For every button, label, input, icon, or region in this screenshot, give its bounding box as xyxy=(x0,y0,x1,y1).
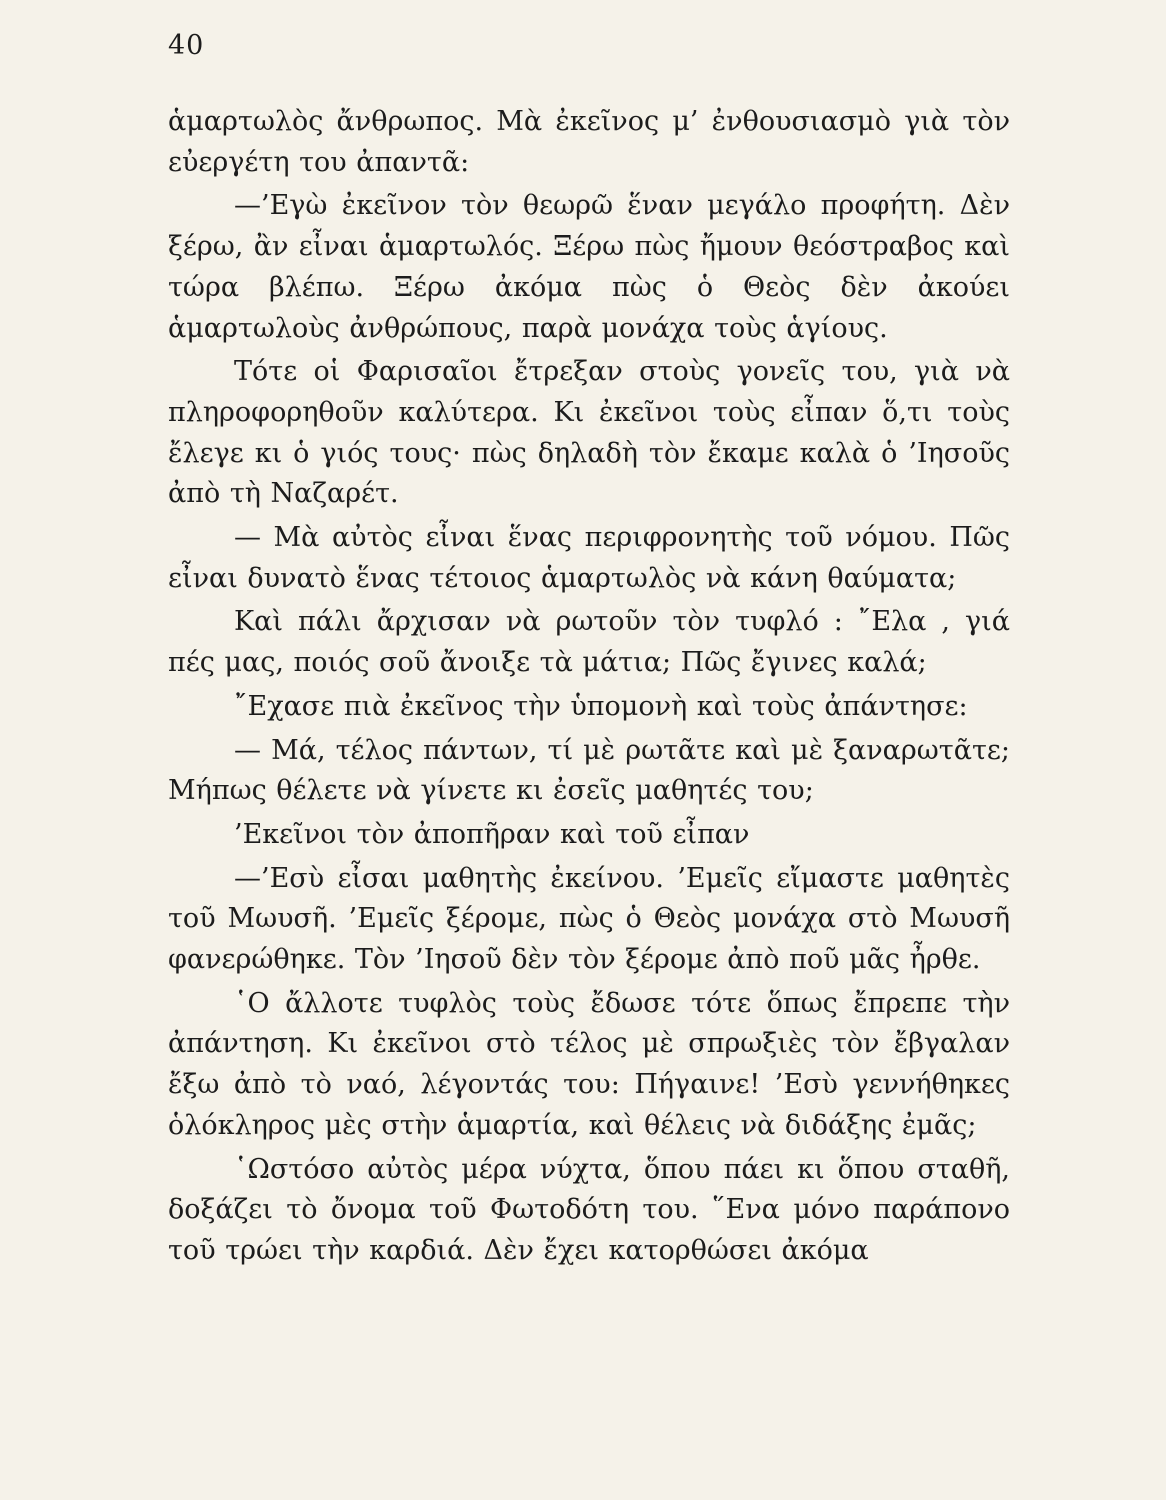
paragraph-2: —’Εγὼ ἐκεῖνον τὸν θεωρῶ ἕναν μεγάλο προφήτη. Δὲν ξέρω, ἂν εἶναι ἁμαρτωλός. Ξέρω πὼς ἤμουν θεόστραβος καὶ τώρα βλέπω. Ξέρω ἀκόμα πὼς ὁ Θεὸς δὲν ἀκούει ἁμαρτωλοὺς ἀνθρώπους, παρὰ μονάχα τοὺς ἁγίους. xyxy=(168,190,1010,344)
body-text xyxy=(168,102,1010,1275)
paragraph-9: —’Εσὺ εἶσαι μαθητὴς ἐκείνου. ’Εμεῖς εἴμαστε μαθητὲς τοῦ Μωυσῆ. ’Εμεῖς ξέρομε, πὼς ὁ Θεὸς μονάχα στὸ Μωυσῆ φανερώθηκε. Τὸν ’Ιησοῦ δὲν τὸν ξέρομε ἀπὸ ποῦ μᾶς ἦρθε. xyxy=(168,862,1010,976)
page-number: 40 xyxy=(168,30,205,61)
paragraph-11: ῾Ωστόσο αὐτὸς μέρα νύχτα, ὅπου πάει κι ὅπου σταθῆ, δοξάζει τὸ ὄνομα τοῦ Φωτοδότη του. ῞Ενα μόνο παράπονο τοῦ τρώει τὴν καρδιά. Δὲν ἔχει κατορθώσει ἀκόμα xyxy=(168,1153,1010,1266)
paragraph-8: ’Εκεῖνοι τὸν ἀποπῆραν καὶ τοῦ εἶπαν xyxy=(234,818,750,850)
paragraph-6: ῎Εχασε πιὰ ἐκεῖνος τὴν ὑπομονὴ καὶ τοὺς ἀπάντησε: xyxy=(234,690,968,722)
paragraph-3: Τότε οἱ Φαρισαῖοι ἔτρεξαν στοὺς γονεῖς του, γιὰ νὰ πληροφορηθοῦν καλύτερα. Κι ἐκεῖνοι τοὺς εἶπαν ὅ,τι τοὺς ἔλεγε κι ὁ γιός τους· πὼς δηλαδὴ τὸν ἔκαμε καλὰ ὁ ’Ιησοῦς ἀπὸ τὴ Ναζαρέτ. xyxy=(168,356,1010,510)
paragraph-7: — Μά, τέλος πάντων, τί μὲ ρωτᾶτε καὶ μὲ ξαναρωτᾶτε; Μήπως θέλετε νὰ γίνετε κι ἐσεῖς μαθητές του; xyxy=(168,734,1010,807)
paragraph-5: Καὶ πάλι ἄρχισαν νὰ ρωτοῦν τὸν τυφλό : ῎Ελα , γιά πές μας, ποιός σοῦ ἄνοιξε τὰ μάτια; Πῶς ἔγινες καλά; xyxy=(168,606,1010,679)
paragraph-10: ῾Ο ἄλλοτε τυφλὸς τοὺς ἔδωσε τότε ὅπως ἔπρεπε τὴν ἀπάντηση. Κι ἐκεῖνοι στὸ τέλος μὲ σπρωξιὲς τὸν ἔβγαλαν ἔξω ἀπὸ τὸ ναό, λέγοντάς του: Πήγαινε! ’Εσὺ γεννήθηκες ὁλόκληρος μὲς στὴν ἁμαρτία, καὶ θέλεις νὰ διδάξης ἐμᾶς; xyxy=(168,987,1010,1141)
paragraph-1: ἁμαρτωλὸς ἄνθρωπος. Μὰ ἐκεῖνος μ’ ἐνθουσιασμὸ γιὰ τὸν εὐεργέτη του ἀπαντᾶ: xyxy=(168,106,1010,178)
paragraph-4: — Μὰ αὐτὸς εἶναι ἕνας περιφρονητὴς τοῦ νόμου. Πῶς εἶναι δυνατὸ ἕνας τέτοιος ἁμαρτωλὸς νὰ κάνη θαύματα; xyxy=(168,522,1010,594)
